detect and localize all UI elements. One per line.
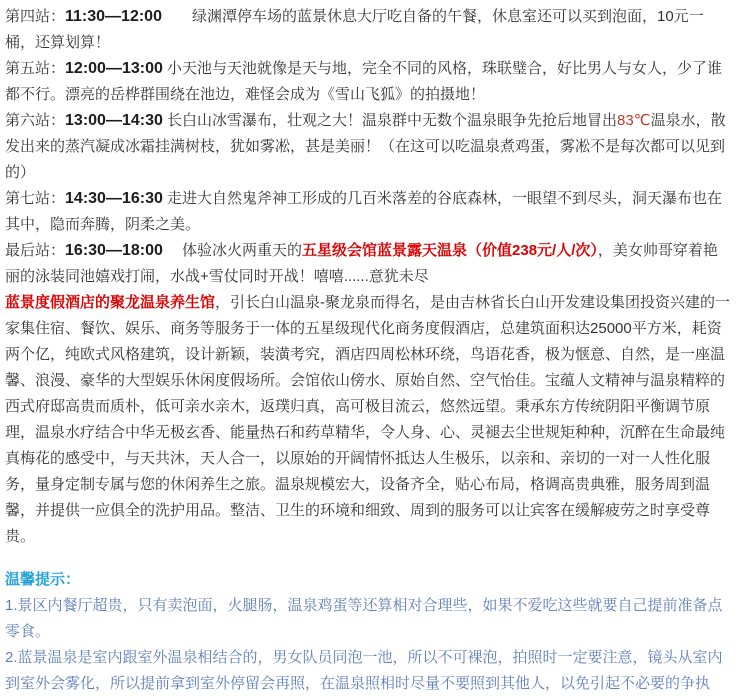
station-5-label: 第五站： bbox=[5, 60, 66, 77]
tips-section bbox=[5, 567, 732, 697]
tip-item-1: 1.景区内餐厅超贵，只有卖泡面，火腿肠，温泉鸡蛋等还算相对合理些，如果不爱吃这些就要自己提前准备点零食。 bbox=[5, 597, 723, 640]
station-last-hot-spring-highlight: 五星级会馆蓝景露天温泉（价值238元/人/次） bbox=[302, 242, 598, 259]
station-6-time: 13:00—14:30 bbox=[65, 112, 163, 129]
station-last-paragraph bbox=[5, 238, 732, 290]
station-4-time: 11:30—12:00 bbox=[65, 8, 162, 25]
station-5-time: 12:00—13:00 bbox=[65, 60, 163, 77]
station-4-body: 绿渊潭停车场的蓝景休息大厅吃自备的午餐，休息室还可以买到泡面，10元一桶，还算划算！ bbox=[5, 8, 704, 51]
station-last-label: 最后站： bbox=[5, 242, 66, 259]
station-6-body-post: 温泉水，散发出来的蒸汽凝成冰霜挂满树枝，犹如雾凇，甚是美丽！（在这可以吃温泉煮鸡蛋，雾凇不是每次都可以见到的） bbox=[5, 112, 726, 181]
station-7-paragraph bbox=[5, 186, 732, 238]
hotel-description-paragraph bbox=[5, 290, 732, 550]
station-6-body-pre: 长白山冰雪瀑布，壮观之大！温泉群中无数个温泉眼争先抢后地冒出 bbox=[162, 112, 618, 129]
station-7-time: 14:30—16:30 bbox=[65, 190, 163, 207]
station-5-body: 小天池与天池就像是天与地，完全不同的风格，珠联璧合，好比男人与女人，少了谁都不行。漂亮的岳桦群围绕在池边，难怪会成为《雪山飞狐》的拍摄地！ bbox=[5, 60, 723, 103]
station-last-time: 16:30—18:00 bbox=[65, 242, 163, 259]
station-5-paragraph bbox=[5, 56, 732, 108]
hotel-name-highlight: 蓝景度假酒店的聚龙温泉养生馆 bbox=[5, 294, 216, 311]
station-6-label: 第六站： bbox=[5, 112, 66, 129]
tips-heading: 温馨提示： bbox=[5, 571, 81, 588]
station-4-label: 第四站： bbox=[5, 8, 66, 25]
station-last-body-pre: 体验冰火两重天的 bbox=[162, 242, 303, 259]
hotel-description-body: ，引长白山温泉-聚龙泉而得名，是由吉林省长白山开发建设集团投资兴建的一家集住宿、餐饮、娱乐、商务等服务于一体的五星级现代化商务度假酒店，总建筑面积达25000平方米，耗资两个亿，纯欧式风格建筑，设计新颖，装潢考究，酒店四周松林环绕，鸟语花香，极为惬意、自然，是一座温馨、浪漫、豪华的大型娱乐休闲度假场所。会馆依山傍水、原始自然、空气怡佳。宝蕴人文精神与温泉精粹的西式府邸高贵而质朴，低可亲水亲木，返璞归真，高可极目流云，悠然远望。秉承东方传统阴阳平衡调节原理，温泉水疗结合中华无极玄香、能量热石和药草精华，令人身、心、灵褪去尘世规矩种种，沉醉在生命最纯真梅花的感受中，与天共沐，天人合一，以原始的开阔情怀抵达人生极乐，以亲和、亲切的一对一人性化服务，量身定制专属与您的休闲养生之旅。温泉规模宏大，设备齐全，贴心布局，格调高贵典雅，服务周到温馨，并提供一应俱全的洗护用品。整洁、卫生的环境和细致、周到的服务可以让宾客在缓解疲劳之时享受尊贵。 bbox=[5, 294, 731, 545]
station-6-temperature-highlight: 83℃ bbox=[617, 112, 651, 129]
tip-item-2: 2.蓝景温泉是室内跟室外温泉相结合的，男女队员同泡一池，所以不可裸泡，拍照时一定要注意，镜头从室内到室外会雾化，所以提前拿到室外停留会再照，在温泉照相时尽量不要照到其他人，以免引起不必要的争执 bbox=[5, 649, 723, 692]
station-6-paragraph bbox=[5, 108, 732, 186]
station-7-label: 第七站： bbox=[5, 190, 66, 207]
station-4-paragraph bbox=[5, 4, 732, 56]
station-last-body-post: ，美女帅哥穿着艳丽的泳装同池嬉戏打闹，水战+雪仗同时开战！嘻嘻......意犹未尽 bbox=[5, 242, 718, 285]
station-7-body: 走进大自然鬼斧神工形成的几百米落差的谷底森林，一眼望不到尽头，洞天瀑布也在其中，隐而奔腾，阴柔之美。 bbox=[5, 190, 723, 233]
